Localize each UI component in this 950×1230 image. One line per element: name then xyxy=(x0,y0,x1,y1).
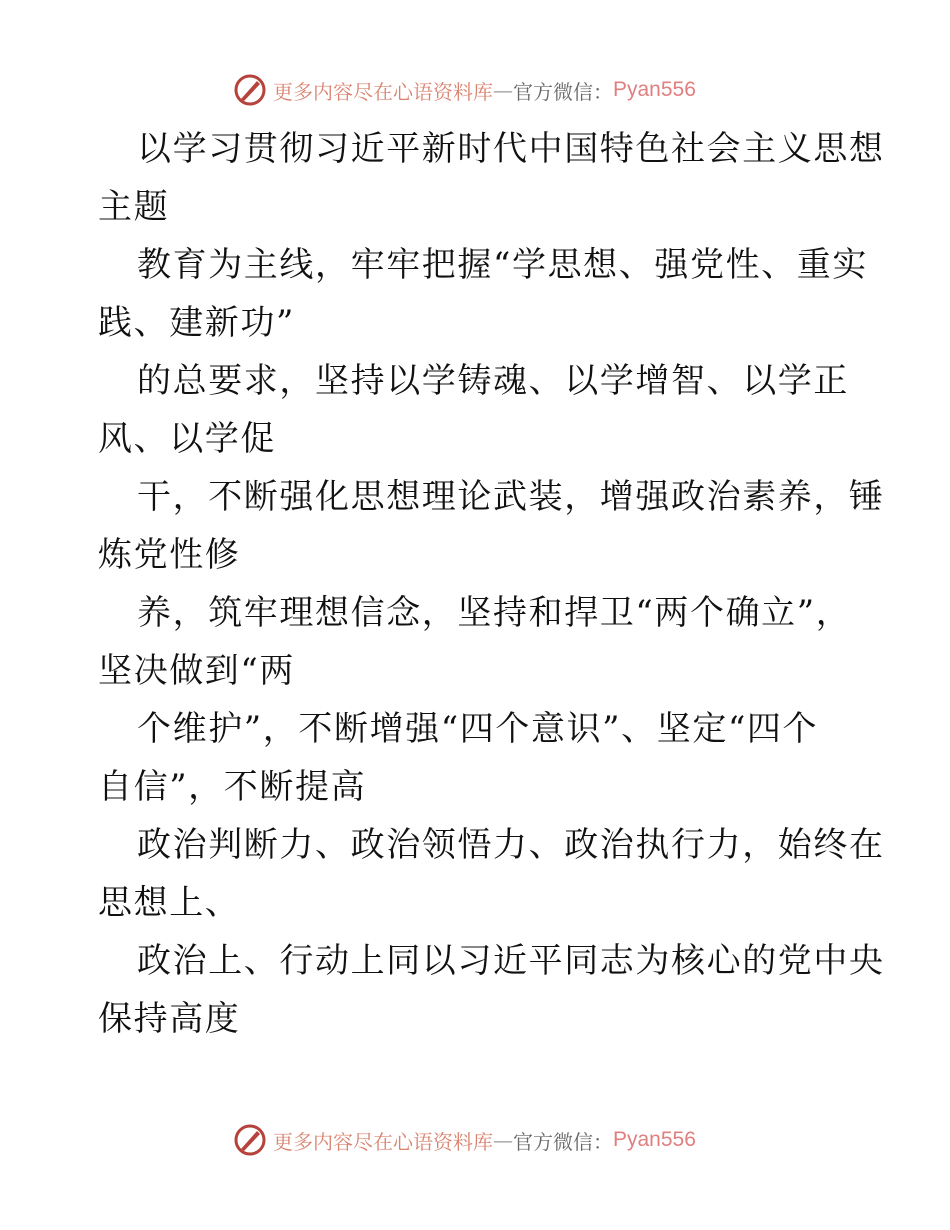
text-line: 保持高度 xyxy=(98,999,241,1039)
text-line: 养，筑牢理想信念，坚持和捍卫“两个确立”， xyxy=(137,593,852,633)
footer-dash: — xyxy=(493,1128,513,1152)
text-line: 坚决做到“两 xyxy=(98,651,295,691)
text-line: 炼党性修 xyxy=(98,535,241,575)
text-line: 教育为主线，牢牢把握“学思想、强党性、重实 xyxy=(137,245,868,285)
header-wechat-id: Pyan556 xyxy=(613,78,696,101)
text-line: 践、建新功” xyxy=(98,303,295,343)
page-header-watermark xyxy=(233,70,713,110)
footer-wechat-label: 官方微信： xyxy=(513,1129,613,1154)
text-line: 政治判断力、政治领悟力、政治执行力，始终在 xyxy=(137,825,885,865)
text-line: 干，不断强化思想理论武装，增强政治素养，锤 xyxy=(137,477,885,517)
text-line: 的总要求，坚持以学铸魂、以学增智、以学正 xyxy=(137,361,849,401)
document-body xyxy=(98,120,885,1048)
pen-logo-icon xyxy=(233,73,267,107)
text-line: 思想上、 xyxy=(98,883,241,923)
text-line: 自信”，不断提高 xyxy=(98,767,367,807)
text-line: 风、以学促 xyxy=(98,419,276,459)
text-line: 主题 xyxy=(98,187,170,227)
header-wechat-label: 官方微信： xyxy=(513,79,613,104)
text-line: 以学习贯彻习近平新时代中国特色社会主义思想 xyxy=(137,129,885,169)
header-dash: — xyxy=(493,78,513,102)
header-brand: 更多内容尽在心语资料库 xyxy=(273,79,493,104)
text-line: 政治上、行动上同以习近平同志为核心的党中央 xyxy=(137,941,885,981)
footer-brand: 更多内容尽在心语资料库 xyxy=(273,1129,493,1154)
text-line: 个维护”，不断增强“四个意识”、坚定“四个 xyxy=(137,709,819,749)
page-footer-watermark xyxy=(233,1120,713,1160)
pen-logo-icon xyxy=(233,1123,267,1157)
footer-wechat-id: Pyan556 xyxy=(613,1128,696,1151)
